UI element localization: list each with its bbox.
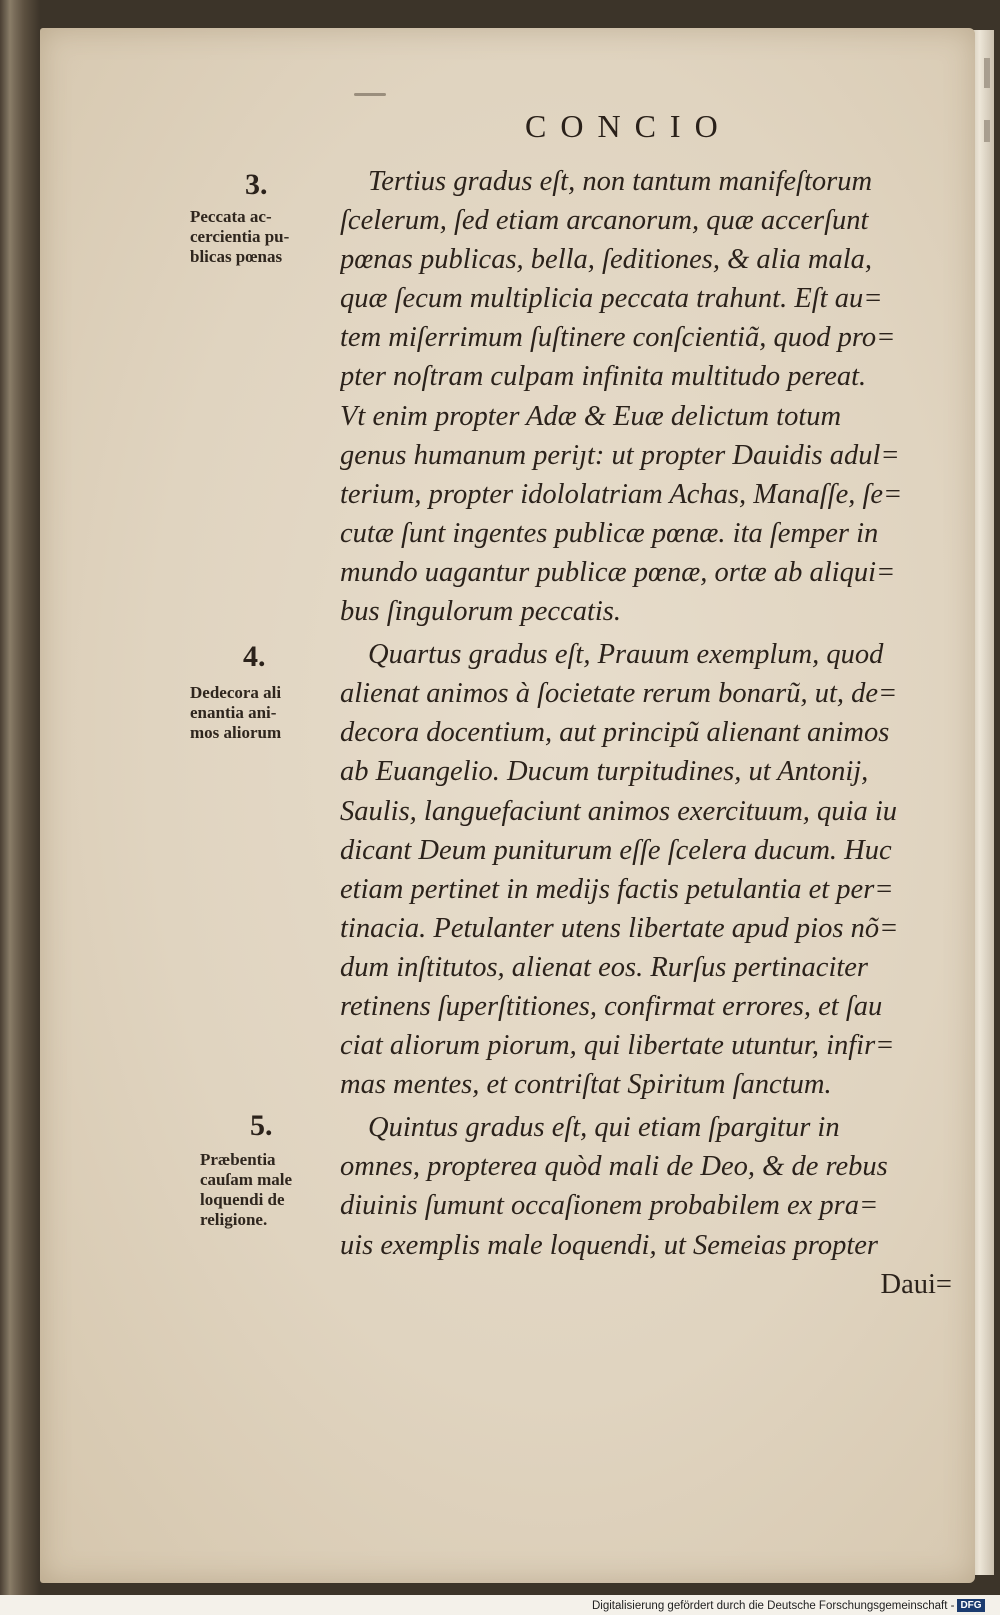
text-line: alienat animos à ſocietate rerum bonarũ, ut, de= bbox=[340, 678, 898, 710]
margin-note-line: religione. bbox=[200, 1210, 268, 1229]
text-line: Vt enim propter Adæ & Euæ delictum totum bbox=[340, 400, 842, 432]
text-line: diuinis ſumunt occaſionem probabilem ex pra= bbox=[340, 1190, 879, 1222]
edge-mark bbox=[984, 120, 990, 142]
margin-note-line: Præbentia bbox=[200, 1150, 276, 1169]
margin-note-line: Peccata ac- bbox=[190, 207, 272, 226]
text-line: ab Euangelio. Ducum turpitudines, ut Antonij, bbox=[340, 756, 869, 788]
text-line: dicant Deum puniturum eſſe ſcelera ducum. Huc bbox=[340, 834, 892, 866]
margin-note bbox=[190, 207, 289, 267]
margin-note bbox=[200, 1150, 292, 1230]
edge-mark bbox=[984, 58, 990, 88]
text-line: dum inſtitutos, alienat eos. Rurſus pertinaciter bbox=[340, 951, 869, 983]
text-line: decora docentium, aut principũ alienant animos bbox=[340, 717, 890, 749]
paragraph-number: 3. bbox=[245, 168, 268, 201]
margin-note-line: blicas pœnas bbox=[190, 247, 283, 266]
margin-note-line: Dedecora ali bbox=[190, 683, 282, 702]
text-line: mas mentes, et contriſtat Spiritum ſanctum. bbox=[340, 1069, 832, 1101]
margin-note bbox=[190, 683, 281, 743]
dfg-logo: DFG bbox=[957, 1599, 984, 1612]
footer-text: Digitalisierung gefördert durch die Deutsche Forschungsgemeinschaft - bbox=[592, 1600, 955, 1612]
text-line: pœnas publicas, bella, ſeditiones, & alia mala, bbox=[340, 244, 872, 276]
text-line: etiam pertinet in medijs factis petulantia et per= bbox=[340, 873, 894, 905]
margin-note-line: loquendi de bbox=[200, 1190, 285, 1209]
text-line: mundo uagantur publicæ pœnæ, ortæ ab aliqui= bbox=[340, 556, 896, 588]
text-line: Tertius gradus eſt, non tantum manifeſtorum bbox=[368, 166, 873, 197]
text-line: terium, propter idololatriam Achas, Manaſſe, ſe= bbox=[340, 478, 903, 510]
text-line: genus humanum periȷt: ut propter Dauidis adul= bbox=[340, 439, 900, 471]
paragraph-number: 5. bbox=[250, 1109, 273, 1142]
running-title: CONCIO bbox=[525, 108, 732, 144]
text-line: pter noſtram culpam infinita multitudo pereat. bbox=[340, 361, 867, 393]
margin-note-line: cauſam male bbox=[200, 1170, 293, 1189]
ink-smudge bbox=[354, 93, 386, 96]
text-line: uis exemplis male loquendi, ut Semeias propter bbox=[340, 1229, 878, 1261]
text-line: Saulis, languefaciunt animos exercituum, quia iu bbox=[340, 795, 898, 827]
paragraph-number: 4. bbox=[243, 640, 266, 673]
text-line: tem miſerrimum ſuſtinere conſcientiã, quod pro= bbox=[340, 322, 896, 354]
text-line: ciat aliorum piorum, qui libertate utuntur, infir= bbox=[340, 1030, 895, 1062]
text-line: quæ ſecum multiplicia peccata trahunt. Eſt au= bbox=[340, 283, 883, 315]
text-line: cutæ ſunt ingentes publicæ pœnæ. ita ſemper in bbox=[340, 517, 879, 549]
text-line: ſcelerum, ſed etiam arcanorum, quæ accerſunt bbox=[340, 205, 869, 237]
text-line: Quintus gradus eſt, qui etiam ſpargitur in bbox=[368, 1112, 840, 1144]
margin-note-line: mos aliorum bbox=[190, 723, 282, 742]
margin-note-line: enantia ani- bbox=[190, 703, 277, 722]
text-line: bus ſingulorum peccatis. bbox=[340, 596, 622, 628]
margin-note-line: cercientia pu- bbox=[190, 227, 290, 246]
text-line: retinens ſuperſtitiones, confirmat errores, et ſau bbox=[340, 990, 883, 1022]
text-line: omnes, propterea quòd mali de Deo, & de rebus bbox=[340, 1151, 888, 1183]
digitization-footer bbox=[592, 1597, 1000, 1615]
text-line: tinacia. Petulanter utens libertate apud pios nõ= bbox=[340, 912, 899, 944]
text-line: Quartus gradus eſt, Prauum exemplum, quod bbox=[368, 639, 884, 671]
body-text bbox=[340, 162, 960, 1304]
catchword: Daui= bbox=[880, 1268, 952, 1300]
